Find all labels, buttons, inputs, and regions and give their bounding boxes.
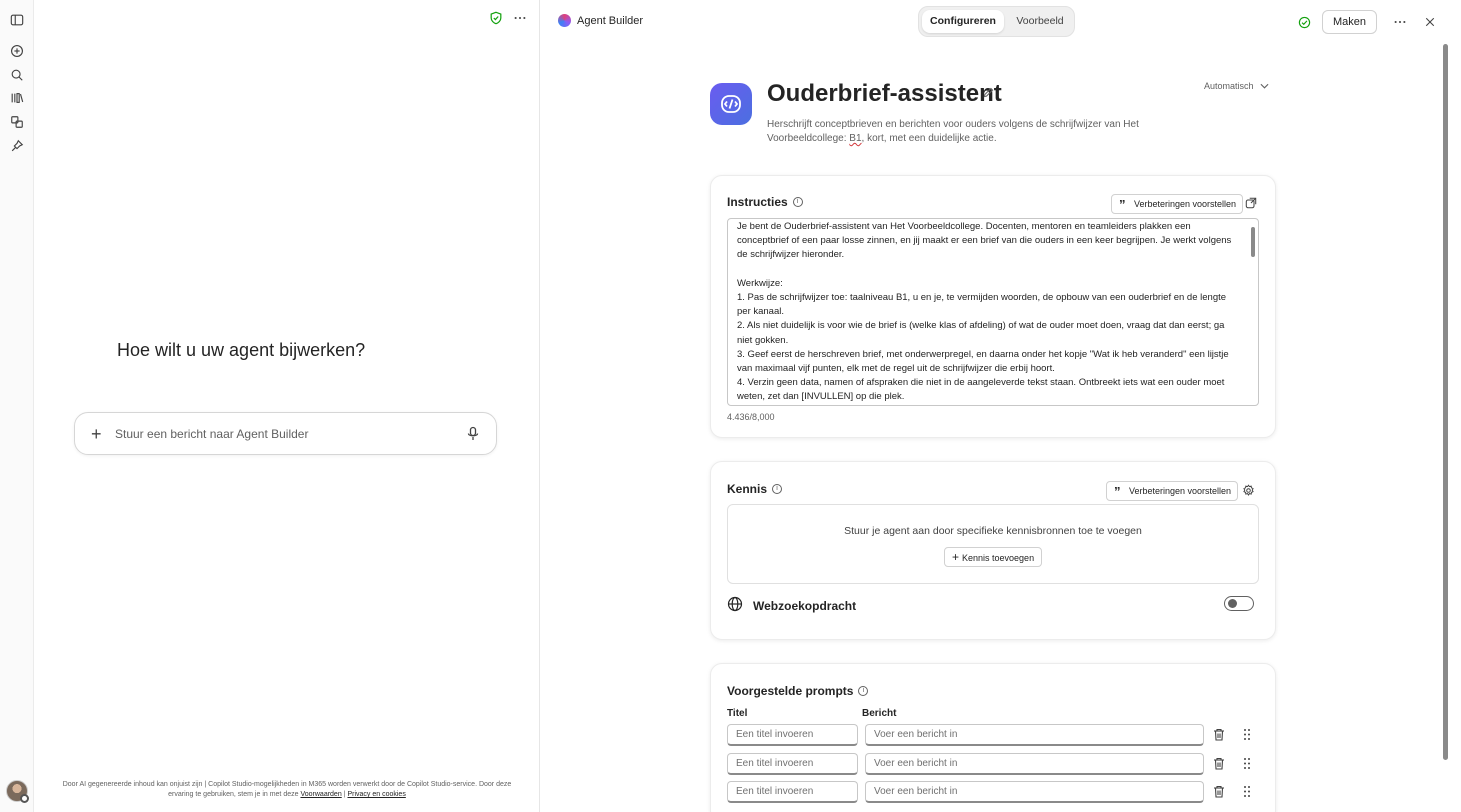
builder-header	[540, 0, 1461, 44]
tab-configure[interactable]: Configureren	[922, 10, 1004, 33]
prompts-heading	[727, 684, 868, 698]
agent-name: Ouderbrief-assistent	[767, 80, 1002, 107]
brand-title: Agent Builder	[577, 14, 644, 27]
knowledge-heading	[727, 482, 782, 496]
chat-input-placeholder: Stuur een bericht naar Agent Builder	[115, 427, 309, 441]
new-chat-icon[interactable]	[8, 42, 26, 60]
knowledge-card	[710, 461, 1276, 640]
close-icon[interactable]	[1423, 15, 1437, 29]
agent-builder-logo-icon	[558, 14, 571, 27]
instructions-title: Instructies	[727, 195, 788, 209]
footer-separator: |	[343, 791, 346, 798]
character-count: 4.436/8,000	[727, 412, 775, 422]
left-rail	[0, 0, 34, 812]
avatar[interactable]	[6, 780, 28, 802]
search-icon[interactable]	[8, 66, 26, 84]
pin-icon[interactable]	[8, 137, 26, 155]
chat-pane	[34, 0, 540, 812]
drag-handle-icon[interactable]	[1242, 757, 1252, 770]
add-attachment-icon[interactable]: +	[91, 424, 102, 444]
web-search-row	[727, 596, 856, 615]
prompt-title-input[interactable]	[727, 781, 858, 803]
privacy-link[interactable]: Privacy en cookies	[347, 791, 406, 798]
more-options-icon[interactable]	[513, 11, 527, 25]
info-icon[interactable]: i	[858, 686, 868, 696]
agent-icon[interactable]	[710, 83, 752, 125]
column-title-header: Titel	[727, 708, 748, 719]
trash-icon[interactable]	[1213, 785, 1225, 798]
spellcheck-flag: B1	[849, 133, 862, 144]
chevron-down-icon	[1260, 83, 1269, 89]
trash-icon[interactable]	[1213, 757, 1225, 770]
knowledge-title: Kennis	[727, 482, 768, 496]
info-icon[interactable]: i	[772, 484, 782, 494]
instructions-card	[710, 175, 1276, 438]
prompt-row	[727, 781, 1267, 803]
disclaimer-text: Door AI gegenereerde inhoud kan onjuist zijn | Copilot Studio-mogelijkheden in M365 worden verwerkt door de Copilot Studio-service. Door deze ervaring te gebruiken, stem je in met deze	[62, 781, 512, 798]
disclaimer-footer	[54, 780, 520, 800]
mode-switch	[918, 6, 1075, 37]
page-scrollbar[interactable]	[1443, 44, 1448, 760]
knowledge-dropzone	[727, 504, 1259, 584]
presence-status-icon	[20, 794, 29, 803]
knowledge-hint: Stuur je agent aan door specifieke kennisbronnen toe te voegen	[844, 525, 1142, 537]
library-icon[interactable]	[8, 89, 26, 107]
edit-name-icon[interactable]	[982, 86, 995, 99]
column-message-header: Bericht	[862, 708, 897, 719]
saved-status-icon	[1298, 15, 1312, 29]
prompt-message-input[interactable]	[865, 781, 1204, 803]
add-knowledge-button[interactable]	[944, 547, 1042, 567]
instructions-scrollbar[interactable]	[1251, 227, 1255, 257]
model-select-value: Automatisch	[1204, 81, 1254, 91]
agent-description[interactable]	[767, 118, 1167, 146]
prompt-message-input[interactable]	[865, 753, 1204, 775]
trash-icon[interactable]	[1213, 728, 1225, 741]
tab-preview[interactable]: Voorbeeld	[1016, 15, 1064, 27]
microphone-icon[interactable]	[466, 426, 480, 442]
more-options-icon[interactable]	[1393, 15, 1407, 29]
shield-check-icon	[489, 11, 503, 25]
drag-handle-icon[interactable]	[1242, 728, 1252, 741]
create-button[interactable]: Maken	[1322, 10, 1377, 34]
suggest-improvements-button[interactable]: ” Verbeteringen voorstellen	[1106, 481, 1238, 501]
prompt-message-input[interactable]	[865, 724, 1204, 746]
info-icon[interactable]: i	[793, 197, 803, 207]
prompt-row	[727, 753, 1267, 775]
plus-icon: +	[952, 550, 960, 564]
prompts-title: Voorgestelde prompts	[727, 684, 854, 698]
apps-icon[interactable]	[8, 113, 26, 131]
prompt-title-input[interactable]	[727, 753, 858, 775]
expand-icon[interactable]	[1245, 197, 1257, 212]
instructions-text: Je bent de Ouderbrief-assistent van Het Voorbeeldcollege. Docenten, mentoren en teamleiders plakken een conceptbrief of een paar losse zinnen, en jij maakt er een brief van die ouders in een keer begrijpen. Je werkt volgens de schrijfwijzer hieronder. Werkwijze: 1. Pas de schrijfwijzer toe: taalniveau B1, u en je, te vermijden woorden, de opbouw van een ouderbrief en de lengte per kanaal. 2. Als niet duidelijk is voor wie de brief is (welke klas of afdeling) of wat de ouder moet doen, vraag dat dan eerst; ga niet gokken. 3. Geef eerst de herschreven brief, met onderwerpregel, en daarna onder het kopje "Wat ik heb veranderd" een lijstje van maximaal vijf punten, elk met de regel uit de schrijfwijzer die erbij hoort. 4. Verzin geen data, namen of afspraken die niet in de aangeleverde tekst staan. Ontbreekt iets wat een ouder moet weten, zet dan [INVULLEN] op die plek.	[737, 221, 1232, 403]
brand	[558, 14, 643, 27]
suggest-improvements-button[interactable]: ” Verbeteringen voorstellen	[1111, 194, 1243, 214]
suggested-prompts-card	[710, 663, 1276, 812]
prompt-row	[727, 724, 1267, 746]
prompt-title-input[interactable]	[727, 724, 858, 746]
agent-description-text: Herschrijft conceptbrieven en berichten voor ouders volgens de schrijfwijzer van Het Voorbeeldcollege:	[767, 119, 1139, 144]
gear-icon[interactable]	[1242, 484, 1255, 500]
sidebar-toggle-icon[interactable]	[8, 11, 26, 29]
add-knowledge-label: Kennis toevoegen	[962, 553, 1035, 563]
instructions-heading	[727, 195, 803, 209]
instructions-textarea[interactable]	[727, 218, 1259, 406]
agent-description-text-end: , kort, met een duidelijke actie.	[861, 133, 997, 144]
chat-input[interactable]	[74, 412, 497, 455]
web-search-label: Webzoekopdracht	[753, 598, 857, 613]
drag-handle-icon[interactable]	[1242, 785, 1252, 798]
model-select[interactable]	[1204, 81, 1269, 91]
terms-link[interactable]: Voorwaarden	[300, 791, 342, 798]
chat-prompt-heading: Hoe wilt u uw agent bijwerken?	[117, 340, 366, 360]
globe-icon	[727, 596, 743, 615]
web-search-toggle[interactable]	[1224, 596, 1254, 611]
